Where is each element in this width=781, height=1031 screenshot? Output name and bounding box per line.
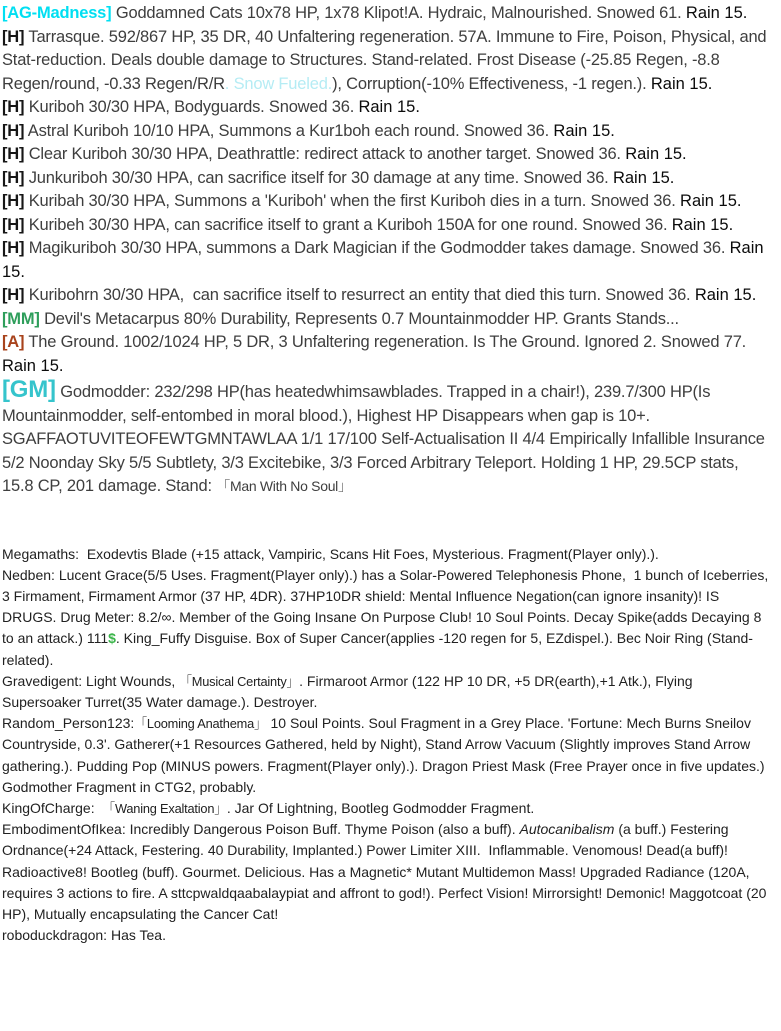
text-segment: Kuribah 30/30 HPA, Summons a 'Kuriboh' when the first Kuriboh dies in a turn. Snowed 36.: [24, 192, 681, 210]
entity-entry: [2, 26, 771, 97]
text-segment: Megamaths: Exodevtis Blade (+15 attack, Vampiric, Scans Hit Foes, Mysterious. Fragment(Player only).).: [2, 545, 659, 562]
entity-entry: [2, 190, 771, 214]
text-segment: Kuribeh 30/30 HPA, can sacrifice itself to grant a Kuriboh 150A for one round. Snowed 36.: [24, 215, 672, 234]
text-segment: . King_Fuffy Disguise. Box of Super Cancer(applies -120 regen for 5, EZdispel.). Bec Noir Ring (Stand-related).: [2, 630, 753, 668]
inventory-entry: [2, 713, 771, 798]
entity-entry: [2, 120, 771, 144]
text-segment: Devil's Metacarpus 80% Durability, Represents 0.7 Mountainmodder HP. Grants Stands...: [39, 309, 679, 328]
stand-name: 「Musical Certainty」: [179, 673, 300, 689]
rain-status: Rain 15.: [685, 4, 748, 22]
stand-name: 「Man With No Soul」: [216, 478, 352, 494]
text-segment: Kuriboh 30/30 HPA, Bodyguards. Snowed 36.: [24, 98, 359, 116]
rain-status: Rain 15.: [2, 356, 64, 375]
inventory-entry: [2, 798, 771, 819]
stand-name: 「Looming Anathema」: [134, 716, 267, 732]
entity-entry: [2, 143, 771, 167]
text-segment: roboduckdragon: Has Tea.: [2, 927, 166, 944]
faction-tag-hostile: [H]: [2, 286, 25, 304]
faction-tag-hostile: [H]: [2, 98, 25, 116]
rain-status: Rain 15.: [553, 121, 615, 140]
entity-entry: [2, 96, 771, 120]
rain-status: Rain 15.: [694, 286, 757, 304]
money-emoji-icon: $: [108, 630, 116, 647]
faction-tag-a: [A]: [2, 333, 25, 351]
text-segment: Random_Person123:: [2, 715, 135, 732]
text-segment: 10 Soul Points. Soul Fragment in a Grey Place. 'Fortune: Mech Burns Sneilov Countryside, 0.3'. Gatherer(+1 Resources Gathered, held by Night), Stand Arrow Vacuum (Slightly improves Stand Arrow gathering.). Pudding Pop (MINUS powers. Fragment(Player only).). Dragon Priest Mask (Free Prayer once in five updates.) Godmother Fragment in CTG2, probably.: [2, 715, 769, 795]
text-segment: . Firmaroot Armor (122 HP 10 DR, +5 DR(earth),+1 Atk.), Flying Supersoaker Turret(35 Water damage.). Destroyer.: [2, 672, 697, 710]
entity-entry: [2, 376, 774, 499]
text-segment: ), Corruption(-10% Effectiveness, -1 regen.).: [332, 74, 651, 93]
faction-tag-hostile: [H]: [2, 27, 25, 46]
text-segment: Goddamned Cats 10x78 HP, 1x78 Klipot!A. Hydraic, Malnourished. Snowed 61.: [111, 4, 686, 22]
text-segment: Kuribohrn 30/30 HPA, can sacrifice itself to resurrect an entity that died this turn. Snowed 36.: [24, 286, 695, 304]
faction-tag-godmodder: [GM]: [2, 376, 56, 403]
faction-tag-hostile: [H]: [2, 145, 25, 163]
entity-entry: [2, 167, 771, 191]
text-segment: Gravedigent: Light Wounds,: [2, 672, 180, 689]
snow-fueled-status: . Snow Fueled.: [224, 74, 333, 93]
inventory-entry: [2, 671, 771, 713]
text-segment: Tarrasque. 592/867 HP, 35 DR, 40 Unfaltering regeneration. 57A. Immune to Fire, Poison, Physical, and Stat-reduction. Deals double damage to Structures. Stand-related. Frost Disease (-25.85 Regen, -8.8 Regen/round, -0.33 Regen/R/R: [2, 27, 771, 93]
faction-tag-hostile: [H]: [2, 192, 25, 210]
faction-tag-mm: [MM]: [2, 309, 40, 328]
entity-entry: [2, 284, 771, 308]
rain-status: Rain 15.: [612, 168, 675, 187]
text-segment: EmbodimentOfIkea: Incredibly Dangerous Poison Buff. Thyme Poison (also a buff).: [2, 821, 520, 838]
rain-status: Rain 15.: [625, 145, 687, 163]
rain-status: Rain 15.: [358, 98, 420, 116]
stand-name: 「Waning Exaltation」: [102, 800, 227, 816]
inventory-entry: [2, 925, 771, 946]
entity-list: [2, 2, 774, 499]
text-segment: Magikuriboh 30/30 HPA, summons a Dark Magician if the Godmodder takes damage. Snowed 36.: [24, 239, 730, 257]
rain-status: Rain 15.: [680, 192, 742, 210]
rain-status: Rain 15.: [2, 239, 769, 281]
rain-status: Rain 15.: [671, 215, 734, 234]
faction-tag-hostile: [H]: [2, 168, 25, 187]
faction-tag-hostile: [H]: [2, 239, 25, 257]
inventory-entry: [2, 819, 771, 925]
entity-entry: [2, 331, 771, 378]
entity-entry: [2, 214, 771, 238]
faction-tag-ag-madness: [AG-Madness]: [2, 4, 112, 22]
text-segment: Godmodder: 232/298 HP(has heatedwhimsawblades. Trapped in a chair!), 239.7/300 HP(Is Mountainmodder, self-entombed in moral blood.), Highest HP Disappears when gap is 10+. SGAFFAOTUVITEOFEWTGMNTAWLAA 1/1 17/100 Self-Actualisation II 4/4 Empirically Infallible Insurance 5/2 Noonday Sky 5/5 Subtlety, 3/3 Excitebike, 3/3 Forced Arbitrary Teleport. Holding 1 HP, 29.5CP stats, 15.8 CP, 201 damage. Stand:: [2, 383, 774, 495]
text-segment: (a buff.) Festering Ordnance(+24 Attack, Festering. 40 Durability, Implanted.) Power Limiter XIII. Inflammable. Venomous! Dead(a buff)! Radioactive8! Bootleg (buff). Gourmet. Delicious. Has a Magnetic* Mutant Multidemon Mass! Upgraded Radiance (120A, requires 3 actions to fire. A sttcpwaldqaabalaypiat and affront to god!). Perfect Vision! Mirrorsight! Demonic! Maggotcoat (20 HP), Mutually encapsulating the Cancer Cat!: [2, 821, 771, 922]
rain-status: Rain 15.: [650, 74, 713, 93]
entity-entry: [2, 237, 771, 284]
faction-tag-hostile: [H]: [2, 215, 25, 234]
text-segment: Nedben: Lucent Grace(5/5 Uses. Fragment(Player only).) has a Solar-Powered Telephonesis Phone, 1 bunch of Iceberries, 3 Firmament, Firmament Armor (37 HP, 4DR). 37HP10DR shield: Mental Influence Negation(can ignore insanity)! IS DRUGS. Drug Meter: 8.2/∞. Member of the Going Insane On Purpose Club! 10 Soul Points. Decay Spike(adds Decaying 8 to an attack.) 111: [2, 566, 773, 647]
text-segment: KingOfCharge:: [2, 799, 103, 816]
status-post: [2, 2, 774, 946]
entity-entry: [2, 2, 771, 26]
inventory-entry: [2, 544, 771, 565]
inventory-entry: [2, 565, 771, 671]
entity-entry: [2, 308, 771, 332]
player-inventories: [2, 544, 771, 947]
text-segment: The Ground. 1002/1024 HP, 5 DR, 3 Unfaltering regeneration. Is The Ground. Ignored 2. Snowed 77.: [24, 333, 751, 351]
text-segment: . Jar Of Lightning, Bootleg Godmodder Fragment.: [226, 799, 535, 816]
text-segment: Junkuriboh 30/30 HPA, can sacrifice itself for 30 damage at any time. Snowed 36.: [24, 168, 613, 187]
faction-tag-hostile: [H]: [2, 121, 25, 140]
text-segment: Clear Kuriboh 30/30 HPA, Deathrattle: redirect attack to another target. Snowed 36.: [24, 145, 626, 163]
text-segment: Astral Kuriboh 10/10 HPA, Summons a Kur1boh each round. Snowed 36.: [24, 121, 554, 140]
buff-name-italic: Autocanibalism: [519, 821, 615, 838]
